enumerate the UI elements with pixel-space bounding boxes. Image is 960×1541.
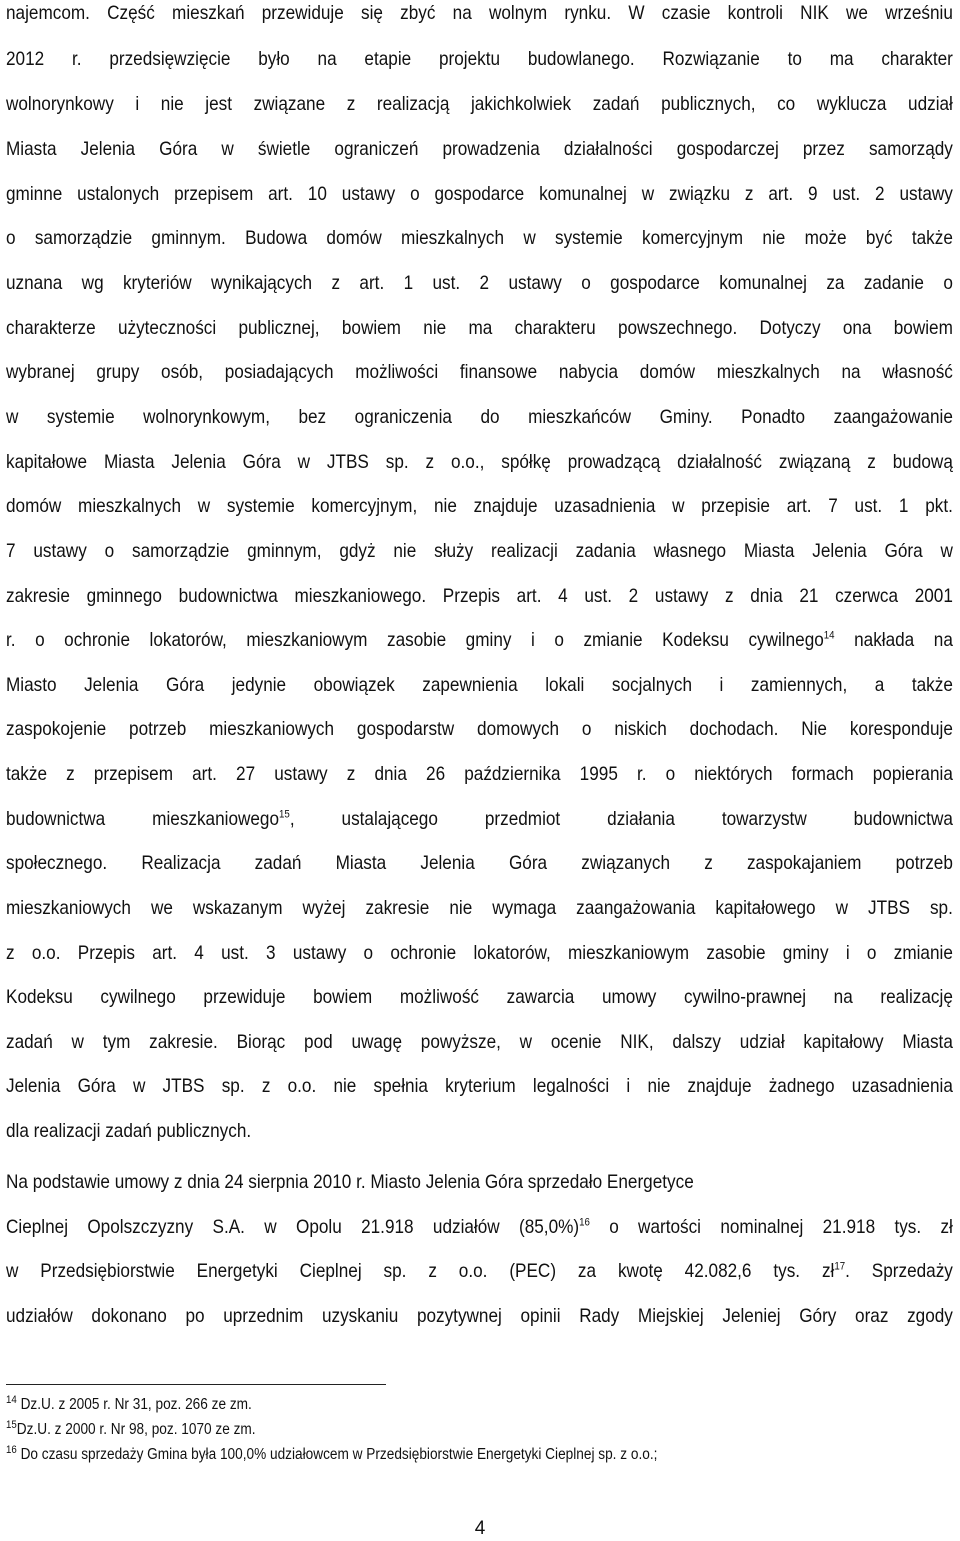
section-2-line: w Przedsiębiorstwie Energetyki Cieplnej sp. z o.o. (PEC) za kwotę 42.082,6 tys. $zł^{17}$. Sprzedaży (6, 1260, 953, 1282)
paragraph-line: mieszkaniowych we wskazanym wyżej zakresie nie wymaga zaangażowania kapitałowego w JTBS sp. (6, 897, 953, 919)
paragraph-line: uznana wg kryteriów wynikających z art. 1 ust. 2 ustawy o gospodarce komunalnej za zadanie o (6, 272, 953, 294)
paragraph-line: wybranej grupy osób, posiadających możliwości finansowe nabycia domów mieszkalnych na własność (6, 361, 953, 383)
footnote-text: Dz.U. z 2000 r. Nr 98, poz. 1070 ze zm. (16, 1421, 256, 1438)
paragraph-line: także z przepisem art. 27 ustawy z dnia 26 października 1995 r. o niektórych formach popierania (6, 763, 953, 785)
footnote-marker: 15 (6, 1418, 17, 1431)
paragraph-line: domów mieszkalnych w systemie komercyjnym, nie znajduje uzasadnienia w przepisie art. 7 ust. 1 pkt. (6, 495, 953, 517)
section-2-line: Na podstawie umowy z dnia 24 sierpnia 2010 r. Miasto Jelenia Góra sprzedało Energetyce (6, 1171, 694, 1193)
footnote-reference[interactable]: 15 (279, 808, 290, 821)
page-number: 4 (474, 1518, 486, 1539)
paragraph-line: najemcom. Część mieszkań przewiduje się zbyć na wolnym rynku. W czasie kontroli NIK we wrześniu (6, 2, 953, 24)
paragraph-line: o samorządzie gminnym. Budowa domów mieszkalnych w systemie komercyjnym nie może być także (6, 227, 953, 249)
paragraph-line: 2012 r. przedsięwzięcie było na etapie projektu budowlanego. Rozwiązanie to ma charakter (6, 48, 953, 70)
paragraph-line: Miasta Jelenia Góra w świetle ograniczeń prowadzenia działalności gospodarczej przez samorządy (6, 138, 953, 160)
paragraph-line: dla realizacji zadań publicznych. (6, 1120, 252, 1142)
paragraph-line: gminne ustalonych przepisem art. 10 ustawy o gospodarce komunalnej w związku z art. 9 ust. 2 ustawy (6, 183, 953, 205)
footnote-marker: 16 (6, 1443, 17, 1456)
section-2-line: udziałów dokonano po uprzednim uzyskaniu pozytywnej opinii Rady Miejskiej Jeleniej Góry oraz zgody (6, 1305, 953, 1327)
paragraph-line: społecznego. Realizacja zadań Miasta Jelenia Góra związanych z zaspokajaniem potrzeb (6, 852, 953, 874)
footnote-reference[interactable]: 16 (579, 1216, 590, 1229)
paragraph-line: charakterze użyteczności publicznej, bowiem nie ma charakteru powszechnego. Dotyczy ona bowiem (6, 317, 953, 339)
footnote-marker: 14 (6, 1393, 17, 1406)
section-2-line: Cieplnej Opolszczyzny S.A. w Opolu 21.918 udziałów $(85,0\%)^{16}$ o wartości nominalnej 21.918 tys. zł (6, 1216, 953, 1238)
footnote-separator (6, 1384, 386, 1385)
footnote-text: Do czasu sprzedaży Gmina była 100,0% udziałowcem w Przedsiębiorstwie Energetyki Cieplnej sp. z o.o.; (16, 1446, 658, 1463)
paragraph-line: zadań w tym zakresie. Biorąc pod uwagę powyższe, w ocenie NIK, dalszy udział kapitałowy Miasta (6, 1031, 953, 1053)
paragraph-line: budownictwa mieszkaniowego$^{15}$, ustalającego przedmiot działania towarzystw budownictwa (6, 808, 953, 830)
footnote-text: Dz.U. z 2005 r. Nr 31, poz. 266 ze zm. (16, 1396, 252, 1413)
footnote (6, 1418, 256, 1439)
paragraph-line: wolnorynkowy i nie jest związane z realizacją jakichkolwiek zadań publicznych, co wyklucza udział (6, 93, 953, 115)
paragraph-line: zaspokojenie potrzeb mieszkaniowych gospodarstw domowych o niskich dochodach. Nie koresponduje (6, 718, 953, 740)
footnote (6, 1393, 252, 1414)
footnote-reference[interactable]: 14 (823, 629, 835, 642)
footnote-reference[interactable]: 17 (834, 1260, 846, 1273)
paragraph-line: r. o ochronie lokatorów, mieszkaniowym zasobie gminy i o zmianie Kodeksu cywilnego$^{14}$ nakłada na (6, 629, 953, 651)
paragraph-line: kapitałowe Miasta Jelenia Góra w JTBS sp. z o.o., spółkę prowadzącą działalność związaną z budową (6, 451, 953, 473)
paragraph-line: Kodeksu cywilnego przewiduje bowiem możliwość zawarcia umowy cywilno-prawnej na realizację (6, 986, 953, 1008)
paragraph-line: Jelenia Góra w JTBS sp. z o.o. nie spełnia kryterium legalności i nie znajduje żadnego uzasadnienia (6, 1075, 953, 1097)
paragraph-line: Miasto Jelenia Góra jedynie obowiązek zapewnienia lokali socjalnych i zamiennych, a także (6, 674, 953, 696)
paragraph-line: 7 ustawy o samorządzie gminnym, gdyż nie służy realizacji zadania własnego Miasta Jelenia Góra w (6, 540, 953, 562)
paragraph-line: z o.o. Przepis art. 4 ust. 3 ustawy o ochronie lokatorów, mieszkaniowym zasobie gminy i o zmianie (6, 942, 953, 964)
paragraph-line: zakresie gminnego budownictwa mieszkaniowego. Przepis art. 4 ust. 2 ustawy z dnia 21 czerwca 2001 (6, 585, 953, 607)
footnote (6, 1443, 658, 1464)
paragraph-line: w systemie wolnorynkowym, bez ograniczenia do mieszkańców Gminy. Ponadto zaangażowanie (6, 406, 953, 428)
